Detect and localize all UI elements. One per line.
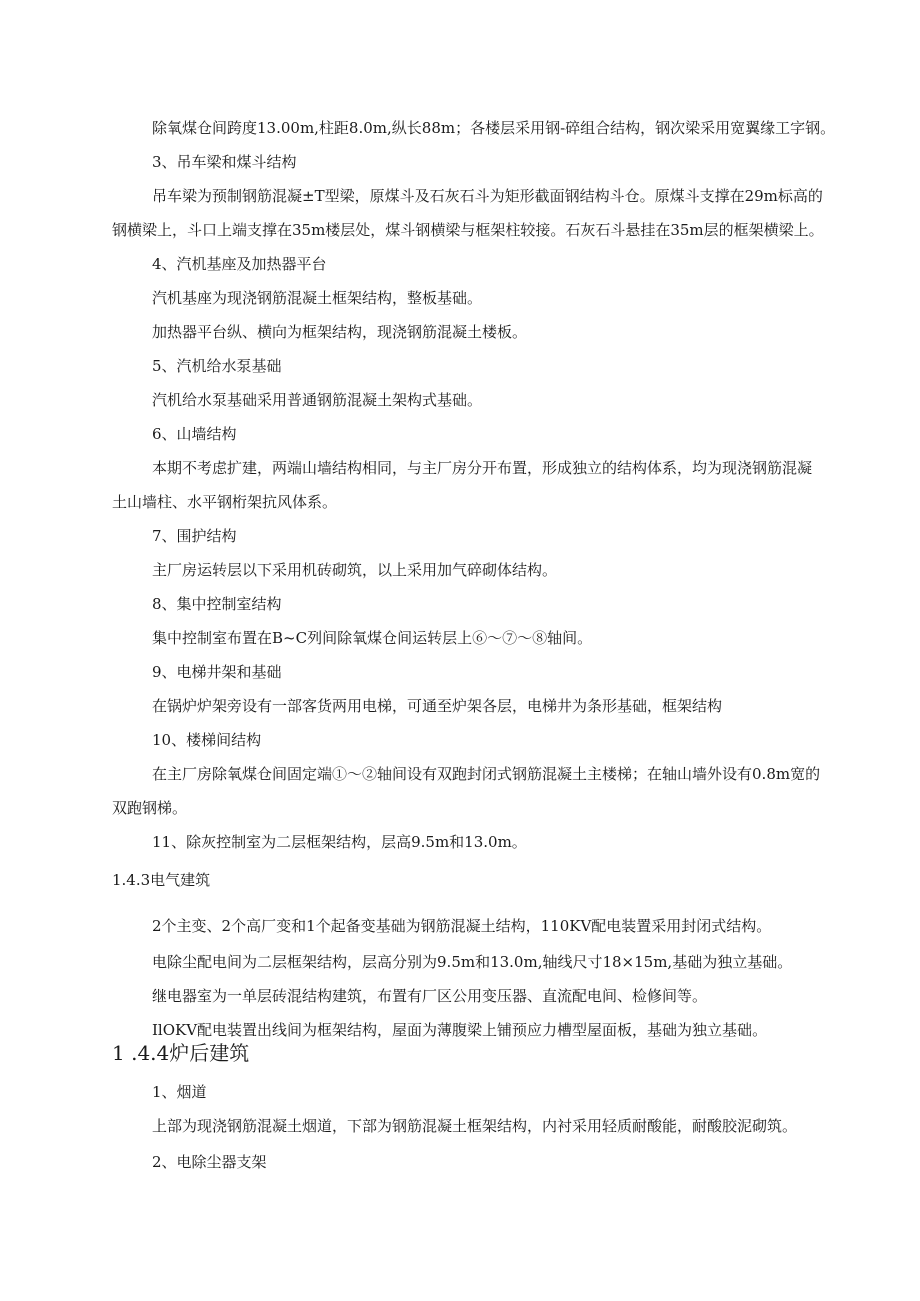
section-heading: 4、汽机基座及加热器平台 <box>152 255 327 273</box>
paragraph-line: 主厂房运转层以下采用机砖砌筑，以上采用加气碎砌体结构。 <box>152 561 558 579</box>
paragraph-line: 汽机给水泵基础采用普通钢筋混凝土架构式基础。 <box>152 391 483 409</box>
section-heading: 2、电除尘器支架 <box>152 1153 267 1171</box>
paragraph-line: 2个主变、2个高厂变和1个起备变基础为钢筋混凝土结构，110KV配电装置采用封闭式结构。 <box>152 917 772 935</box>
paragraph-line: 在锅炉炉架旁设有一部客货两用电梯，可通至炉架各层，电梯井为条形基础，框架结构 <box>152 697 723 715</box>
paragraph-line: IlOKV配电装置出线间为框架结构，屋面为薄腹梁上铺预应力槽型屋面板，基础为独立基础。 <box>152 1021 768 1039</box>
paragraph-line: 继电器室为一单层砖混结构建筑，布置有厂区公用变压器、直流配电间、检修间等。 <box>152 987 708 1005</box>
paragraph-line: 电除尘配电间为二层框架结构，层高分别为9.5m和13.0m,轴线尺寸18×15m,基础为独立基础。 <box>152 953 793 971</box>
paragraph-line: 双跑钢梯。 <box>112 799 188 817</box>
section-heading: 5、汽机给水泵基础 <box>152 357 282 375</box>
paragraph-line: 除氧煤仓间跨度13.00m,柱距8.0m,纵长88m；各楼层采用钢-碎组合结构，钢次梁采用宽翼缘工字钢。 <box>152 119 836 137</box>
paragraph-line: 集中控制室布置在B~C列间除氧煤仓间运转层上⑥～⑦～⑧轴间。 <box>152 629 593 647</box>
paragraph-line: 土山墙柱、水平钢桁架抗风体系。 <box>112 493 338 511</box>
section-heading: 9、电梯井架和基础 <box>152 663 282 681</box>
section-heading: 6、山墙结构 <box>152 425 237 443</box>
paragraph-line: 11、除灰控制室为二层框架结构，层高9.5m和13.0m。 <box>152 833 527 851</box>
paragraph-line: 吊车梁为预制钢筋混凝±T型梁，原煤斗及石灰石斗为矩形截面钢结构斗仓。原煤斗支撑在29m标高的 <box>152 187 823 205</box>
paragraph-line: 本期不考虑扩建，两端山墙结构相同，与主厂房分开布置，形成独立的结构体系，均为现浇钢筋混凝 <box>152 459 813 477</box>
section-heading: 7、围护结构 <box>152 527 237 545</box>
section-heading: 8、集中控制室结构 <box>152 595 282 613</box>
section-heading: 3、吊车梁和煤斗结构 <box>152 153 297 171</box>
section-heading: 10、楼梯间结构 <box>152 731 262 749</box>
subsection-heading: 1 .4.4炉后建筑 <box>112 1042 250 1064</box>
paragraph-line: 钢横梁上，斗口上端支撑在35m楼层处，煤斗钢横梁与框架柱较接。石灰石斗悬挂在35m层的框架横梁上。 <box>112 221 824 239</box>
paragraph-line: 加热器平台纵、横向为框架结构，现浇钢筋混凝土楼板。 <box>152 323 528 341</box>
section-heading: 1、烟道 <box>152 1083 207 1101</box>
paragraph-line: 在主厂房除氧煤仓间固定端①～②轴间设有双跑封闭式钢筋混凝土主楼梯；在轴山墙外设有0.8m宽的 <box>152 765 821 783</box>
paragraph-line: 汽机基座为现浇钢筋混凝土框架结构，整板基础。 <box>152 289 483 307</box>
subsection-heading: 1.4.3电气建筑 <box>112 871 211 889</box>
paragraph-line: 上部为现浇钢筋混凝土烟道，下部为钢筋混凝土框架结构，内衬采用轻质耐酸能，耐酸胶泥砌筑。 <box>152 1117 798 1135</box>
